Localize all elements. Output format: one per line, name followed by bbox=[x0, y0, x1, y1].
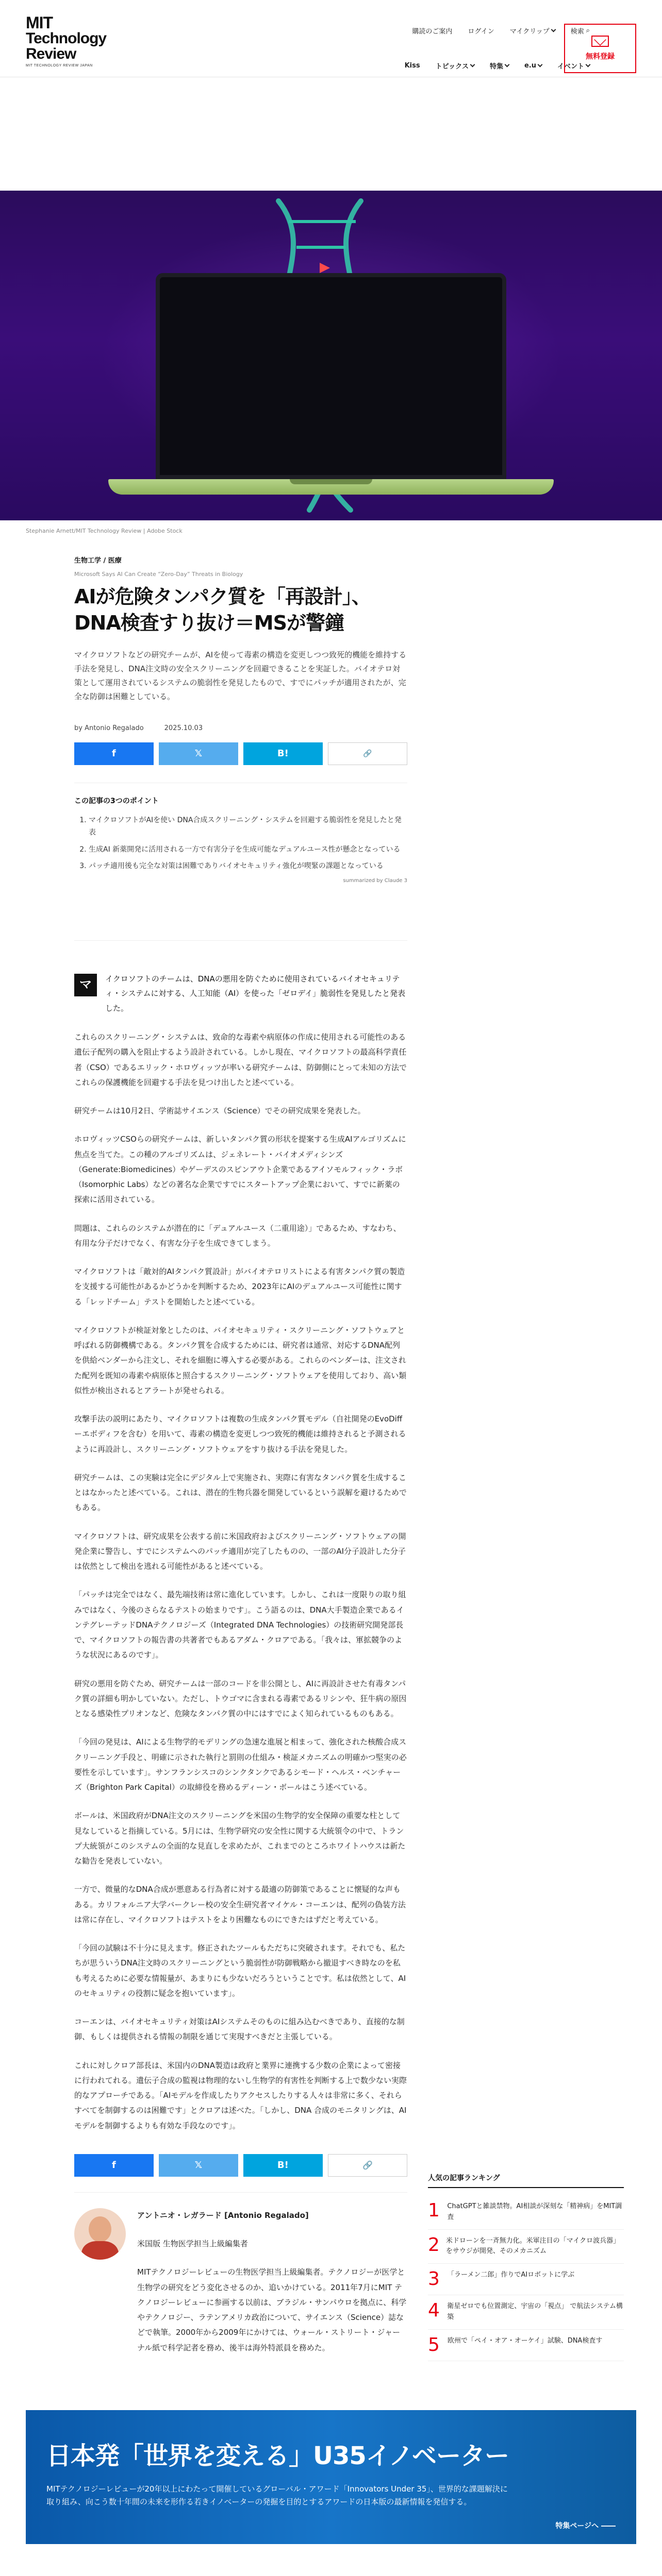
dropcap: マ bbox=[74, 974, 97, 996]
article-main bbox=[26, 555, 407, 2369]
ranking-item[interactable] bbox=[428, 2195, 624, 2230]
laptop-screen bbox=[156, 273, 506, 479]
article-body bbox=[74, 940, 407, 2369]
author-bio: MITテクノロジーレビューの生物医学担当上級編集者。テクノロジーが医学と生物学の研究をどう変化させるのか、追いかけている。2011年7月にMIT テクノロジーレビューに参画する以前は、ブラジル・サンパウロを拠点に、科学やテクノロジー、ラテンアメリカ政治について、サイエンス（Science）誌などで執筆。2000年から2009年にかけては、ウォール・ストリート・ジャーナル紙で科学記者を務め、後半は海外特派員を務めた。 bbox=[137, 2267, 407, 2352]
chevron-down-icon bbox=[505, 62, 510, 67]
sidebar bbox=[428, 555, 624, 2369]
summary-note: summarized by Claude 3 bbox=[343, 877, 407, 884]
key-point: 1. マイクロソフトがAIを使い DNA合成スクリーニング・システムを回避する脆弱性を発見したと発表 bbox=[89, 814, 407, 839]
paragraph: ホロヴィッツCSOらの研究チームは、新しいタンパク質の形状を提案する生成AIアルゴリズムに焦点を当てた。この種のアルゴリズムは、ジェネレート・バイオメディシンズ（Generate:Biomedicines）やゲーデスのスピンアウト企業であるアイソモルフィック・ラボ（Isomorphic Labs）などの著名な企業ですでにスタートアップ企業において、すでに新薬の探索に活用されている。 bbox=[74, 1134, 406, 1205]
article-title: AIが危険タンパク質を「再設計」、DNA検査すり抜け＝MSが警鐘 bbox=[74, 585, 371, 635]
mail-icon bbox=[591, 36, 609, 47]
rank-number: 4 bbox=[428, 2300, 440, 2321]
paragraph: 攻撃手法の説明にあたり、マイクロソフトは複数の生成タンパク質モデル（自社開発のEvoDiffーエボディフを含む）を用いて、毒素の構造を変更しつつ致死的機能は維持されると予測されるように再設計し、スクリーニング・ソフトウェアをすり抜ける手法を発見した。 bbox=[74, 1414, 406, 1454]
article-original-title: Microsoft Says AI Can Create “Zero-Day” Threats in Biology bbox=[74, 571, 243, 578]
search-icon: ⌕ bbox=[586, 27, 590, 35]
u35-title: 日本発「世界を変える」U35イノベーター bbox=[46, 2441, 509, 2470]
hero-image bbox=[0, 191, 662, 520]
u35-description: MITテクノロジーレビューが20年以上にわたって開催しているグローバル・アワード「Innovators Under 35」、世界的な課題解決に取り組み、向こう数十年間の未来を形作る若きイノベーターの発掘を目的とするアワードの日本版の最新情報を発信する。 bbox=[46, 2484, 508, 2507]
chevron-down-icon bbox=[538, 62, 543, 67]
share-buttons-top bbox=[74, 742, 407, 765]
paragraph: これらのスクリーニング・システムは、致命的な毒素や病原体の作成に使用される可能性のある遺伝子配列の購入を阻止するよう設計されている。しかし現在、マイクロソフトの最高科学責任者（CSO）であるエリック・ホロヴィッツが率いる研究チームは、防御側にとって未知の方法でこれらの保護機能を回避する手法を見つけ出したと述べている。 bbox=[74, 1032, 407, 1087]
image-caption: Stephanie Arnett/MIT Technology Review | Adobe Stock bbox=[26, 528, 183, 534]
ranking-item-title: 衛星ゼロでも位置測定、宇宙の「視点」 で航法システム構築 bbox=[447, 2302, 623, 2321]
paragraph: 研究チームは、この実験は完全にデジタル上で実施され、実際に有害なタンパク質を生成することはなかったと述べている。これは、潜在的生物兵器を開発しているという誤解を避けるためでもある。 bbox=[74, 1472, 407, 1513]
u35-more-link[interactable]: 特集ページへ ―― bbox=[555, 2521, 616, 2530]
author-role: 米国版 生物医学担当上級編集者 bbox=[137, 2239, 248, 2249]
intro-text: イクロソフトのチームは、DNAの悪用を防ぐために使用されているバイオセキュリティ・システムに対する、人工知能（AI）を使った「ゼロデイ」脆弱性を発見したと発表した。 bbox=[105, 974, 406, 1013]
chevron-down-icon bbox=[470, 62, 475, 67]
ranking-item-title: 欧州で「ペイ・オア・オーケイ」試験、DNA検査す bbox=[448, 2336, 603, 2345]
share-facebook-button[interactable]: f bbox=[74, 2154, 154, 2177]
paragraph: 研究チームは10月2日、学術誌サイエンス（Science）でその研究成果を発表した。 bbox=[74, 1106, 366, 1116]
copy-link-button[interactable]: 🔗 bbox=[328, 742, 407, 765]
ranking-item[interactable] bbox=[428, 2295, 624, 2330]
chevron-down-icon bbox=[551, 27, 556, 32]
key-points bbox=[74, 783, 407, 884]
paragraph: 「今回の試験は不十分に見えます。修正されたツールもただちに突破されます。それでも、私たちが思ういうDNA注文時のスクリーニングという脆弱性が防御戦略から撤退すべき時なのを私も考えるために必要な情報量が、あまりにも少ないだろうということです。私は依然として、AI のセキュリティの役割に疑念を抱いています」。 bbox=[74, 1943, 406, 1998]
share-hatena-button[interactable]: B! bbox=[243, 2154, 323, 2177]
util-login[interactable]: ログイン bbox=[468, 28, 494, 36]
paragraph: これに対しクロア部長は、米国内のDNA製造は政府と業界に連携する少数の企業によって密接に行われてれる。遺伝子合成の監視は物理的ないし生物学的有害性を判断する上で数少ない実際的なアプローチである。「AIモデルを作成したりアクセスしたりする人々は非常に多く、それらすべてを制御するのは困難です」とクロアは述べた。「しかし、DNA 合成のモニタリングは、AI モデルを制御するよりも有効な手段なのです」。 bbox=[74, 2060, 407, 2130]
author-box bbox=[74, 2192, 407, 2369]
ranking-item-title: ChatGPTと雑談禁物。AI相談が深刻な「精神病」をMIT調査 bbox=[447, 2202, 622, 2221]
paragraph: ボールは、米国政府がDNA注文のスクリーニングを米国の生物学的安全保障の重要な柱として見なしていると指摘している。5月には、生物学研究の安全性に関する大統領令の中で、トランプ大統領がこのシステムの全面的な見直しを求めたが、これまでのところホワイトハウスは新たな勧告を発表していない。 bbox=[74, 1811, 406, 1866]
paragraph: マイクロソフトが検証対象としたのは、バイオセキュリティ・スクリーニング・ソフトウェアと呼ばれる防御機構である。タンパク質を合成するためには、研究者は通常、対応するDNA配列を供給ベンダーから注文し、それを細胞に導入する必要がある。これらのベンダーは、注文された配列を既知の毒素や病原体と照合するスクリーニング・ソフトウェアを使用しており、高い類似性が検出されるとアラートが発せられる。 bbox=[74, 1325, 407, 1395]
publish-date: 2025.10.03 bbox=[164, 724, 203, 732]
logo-line1: MIT bbox=[26, 13, 53, 32]
rank-number: 3 bbox=[428, 2268, 440, 2290]
nav-features[interactable]: 特集 bbox=[490, 61, 509, 71]
copy-link-button[interactable]: 🔗 bbox=[328, 2154, 407, 2177]
nav-topics[interactable]: トピックス bbox=[436, 61, 474, 71]
paragraph: コーエンは、バイオセキュリティ対策はAIシステムそのものに組み込むべきであり、直接的な制御、もしくは提供される情報の制限を通じて実現すべきだと主張している。 bbox=[74, 2017, 405, 2042]
share-x-button[interactable]: 𝕏 bbox=[159, 2154, 238, 2177]
ranking-item-title: 「ラーメン二郎」作りでAIロボットに学ぶ bbox=[448, 2271, 575, 2279]
avatar bbox=[74, 2208, 126, 2260]
author-link[interactable]: by Antonio Regalado bbox=[74, 724, 144, 732]
logo-line3: Review bbox=[26, 45, 76, 62]
ranking-widget bbox=[428, 2173, 624, 2361]
key-point: 2. 生成AI 新薬開発に活用される一方で有害分子を生成可能なデュアルユース性が懸念となっている bbox=[89, 843, 407, 856]
logo-subtitle: MIT TECHNOLOGY REVIEW JAPAN bbox=[26, 64, 93, 67]
nav-events[interactable]: イベント bbox=[557, 61, 590, 71]
main-nav bbox=[405, 61, 590, 71]
ranking-item[interactable] bbox=[428, 2264, 624, 2295]
paragraph: 研究の悪用を防ぐため、研究チームは一部のコードを非公開とし、AIに再設計させた有毒タンパク質の詳細も明かしていない。ただし、トウゴマに含まれる毒素であるリシンや、狂牛病の原因となる感染性プリオンなど、危険なタンパク質の中にはすでによく知られているものもある。 bbox=[74, 1679, 407, 1719]
free-register-button[interactable] bbox=[564, 24, 636, 73]
paragraph: 一方で、微量的なDNA合成が悪意ある行為者に対する最適の防御策であることに懐疑的な声もある。カリフォルニア大学バークレー校の安全生研究者マイケル・コーエンは、配列の偽装方法は常に存在し、マイクロソフトはテストをより困難なものにできたはずだと考えている。 bbox=[74, 1885, 406, 1924]
u35-banner[interactable] bbox=[26, 2410, 636, 2544]
paragraph: 「パッチは完全ではなく、最先端技術は常に進化しています。しかし、これは一度限りの取り組みではなく、今後のさらなるテストの始まりです」。こう語るのは、DNA大手製造企業であるインテグレーテッドDNAテクノロジーズ（Integrated DNA Technologies）の技術研究開発部長で、マイクロソフトの報告書の共著者でもあるアダム・クロアである。「我々は、軍拡競争のような状況にあるのです」。 bbox=[74, 1590, 406, 1660]
rank-number: 5 bbox=[428, 2334, 440, 2355]
share-hatena-button[interactable]: B! bbox=[243, 742, 323, 765]
site-logo[interactable] bbox=[26, 13, 107, 67]
share-buttons-bottom bbox=[74, 2154, 407, 2177]
util-myclip[interactable]: マイクリップ bbox=[510, 26, 555, 36]
util-search[interactable]: 検索 ⌕ bbox=[570, 27, 590, 36]
site-header bbox=[0, 0, 662, 77]
laptop-notch bbox=[290, 479, 372, 484]
ranking-title: 人気の記事ランキング bbox=[428, 2173, 624, 2188]
article-layout bbox=[26, 534, 636, 2369]
paragraph: マイクロソフトは「敵対的AIタンパク質設計」がバイオテロリストによる有害タンパク質の製造を支援する可能性があるかどうかを判断するため、2023年にAIのデュアルユース可能性に関する「レッドチーム」テストを開始したと述べている。 bbox=[74, 1267, 405, 1307]
key-points-title: この記事の3つのポイント bbox=[74, 796, 159, 805]
paragraph: 問題は、これらのシステムが潜在的に「デュアルユース（二重用途）」であるため、すなわち、有用な分子だけでなく、有害な分子を生成できてしまう。 bbox=[74, 1223, 401, 1248]
paragraph: 「今回の発見は、AIによる生物学的モデリングの急速な進展と相まって、強化された核酸合成スクリーニング手段と、明確に示された執行と罰則の仕組み・検証メカニズムの明確かつ堅実の必要性を示しています」。サンフランシスコのシンクタンクであるシモード・ヘルス・ベンチャーズ（Brighton Park Capital）の取締役を務めるディーン・ボールはこう述べている。 bbox=[74, 1737, 407, 1792]
util-subscribe-info[interactable]: 購読のご案内 bbox=[412, 28, 453, 36]
author-name[interactable]: アントニオ・レガラード [Antonio Regalado] bbox=[137, 2210, 309, 2220]
paragraph: マイクロソフトは、研究成果を公表する前に米国政府およびスクリーニング・ソフトウェアの開発企業に警告し、すでにシステムへのパッチ適用が完了したものの、一部のAI分子設計した分子は依然として検出を逃れる可能性があると述べている。 bbox=[74, 1531, 406, 1571]
ranking-item-title: 米ドローンを一斉無力化。米軍注目の「マイクロ波兵器」をサウジが開発、そのメカニズム bbox=[445, 2236, 620, 2256]
rank-number: 1 bbox=[428, 2200, 440, 2221]
logo-line2: Technology bbox=[26, 30, 107, 47]
article-intro bbox=[74, 972, 407, 1016]
ranking-item[interactable] bbox=[428, 2230, 624, 2264]
article-lede: マイクロソフトなどの研究チームが、AIを使って毒素の構造を変更しつつ致死的機能を維持する手法を発見し、DNA注文時の安全スクリーニングを回避できることを実証した。バイオテロ対策として運用されているシステムの脆弱性を発見したもので、すでにパッチが適用されたが、完全な防御は困難としている。 bbox=[74, 650, 407, 701]
nav-eu[interactable]: e.u bbox=[524, 61, 542, 71]
nav-kiss[interactable]: Kiss bbox=[404, 62, 420, 70]
share-facebook-button[interactable]: f bbox=[74, 742, 154, 765]
share-x-button[interactable]: 𝕏 bbox=[159, 742, 238, 765]
rank-number: 2 bbox=[428, 2234, 440, 2256]
utility-nav bbox=[412, 26, 590, 36]
ranking-item[interactable] bbox=[428, 2330, 624, 2361]
byline bbox=[74, 724, 407, 732]
article-category[interactable]: 生物工学 / 医療 bbox=[74, 557, 122, 565]
key-point: 3. パッチ適用後も完全な対策は困難でありバイオセキュリティ強化が喫緊の課題となっている bbox=[89, 860, 407, 873]
free-register-label: 無料登録 bbox=[586, 53, 615, 61]
